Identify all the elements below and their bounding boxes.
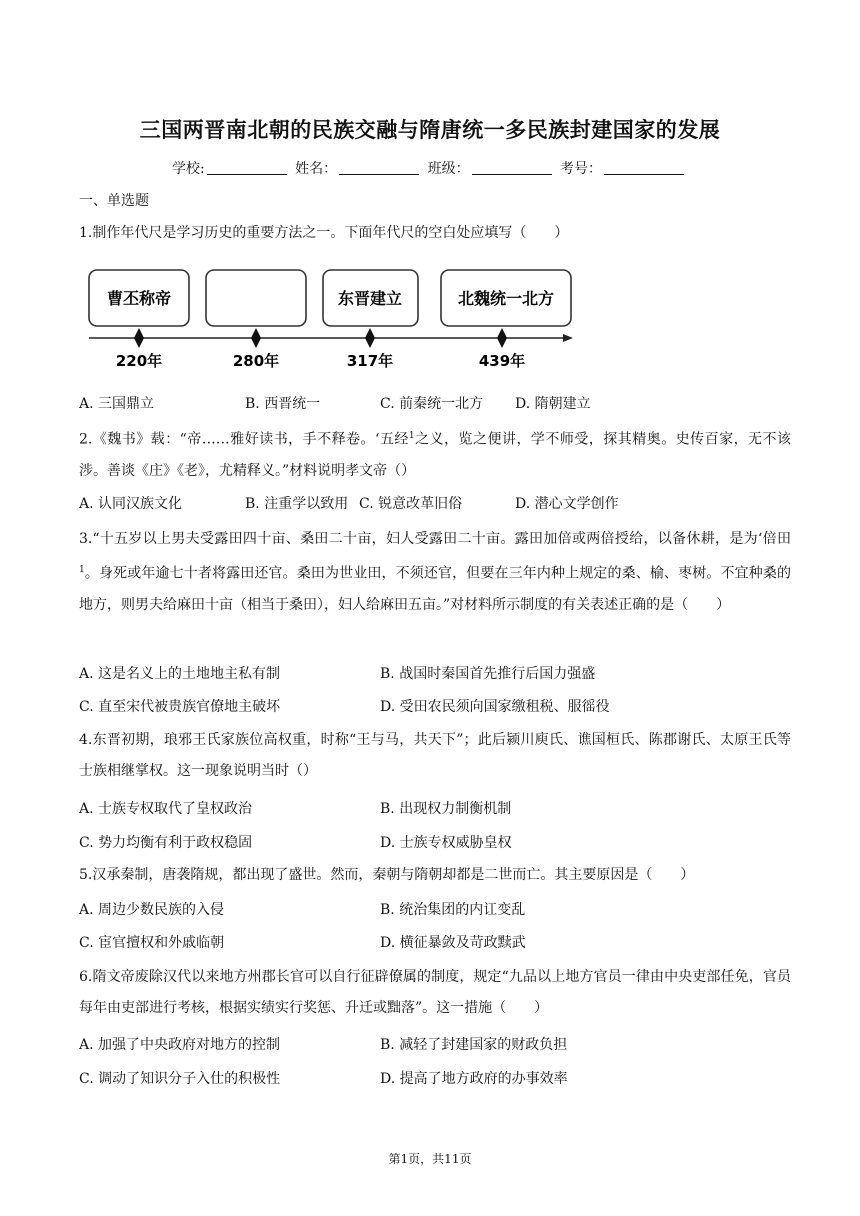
question-6-stem: 6.隋文帝废除汉代以来地方州郡长官可以自行征辟僚属的制度，规定“九品以上地方官员一律由中央吏部任免，官员每年由吏部进行考核，根据实绩实行奖惩、升迁或黜落”。这一措施（ ） <box>79 969 791 1016</box>
timeline-arrow <box>563 334 573 342</box>
exam-number-blank[interactable] <box>604 174 684 175</box>
question-3-option-a[interactable]: A. 这是名义上的土地地主私有制 <box>79 666 281 682</box>
question-4-option-d[interactable]: D. 士族专权威胁皇权 <box>380 835 512 851</box>
question-3-option-b[interactable]: B. 战国时秦国首先推行后国力强盛 <box>380 666 596 682</box>
timeline-marker-1 <box>134 328 144 348</box>
question-2-stem-part-2: 之义，览之便讲，学不师受，探其精奥。史传百家，无不该涉。善谈《庄》《老》，尤精释义。”材料说明孝文帝（） <box>79 431 792 479</box>
question-4-option-c[interactable]: C. 势力均衡有利于政权稳固 <box>79 835 253 851</box>
page-footer: 第1页，共11页 <box>388 1152 472 1166</box>
question-6-option-a[interactable]: A. 加强了中央政府对地方的控制 <box>79 1037 281 1053</box>
question-3-option-d[interactable]: D. 受田农民须向国家缴租税、服徭役 <box>380 699 610 715</box>
name-label: 姓名： <box>295 161 338 177</box>
name-blank[interactable] <box>339 174 419 175</box>
school-label: 学校: <box>171 161 205 177</box>
class-label: 班级： <box>427 161 470 177</box>
exam-number-label: 考号： <box>560 161 603 177</box>
question-1-option-a[interactable]: A. 三国鼎立 <box>79 396 155 412</box>
timeline-box-3-text: 东晋建立 <box>337 289 403 308</box>
question-1-option-c[interactable]: C. 前秦统一北方 <box>380 396 484 412</box>
question-5-stem: 5.汉承秦制，唐袭隋规，都出现了盛世。然而，秦朝与隋朝却都是二世而亡。其主要原因是（ ） <box>79 867 695 883</box>
question-2-option-c[interactable]: C. 锐意改革旧俗 <box>359 496 463 512</box>
question-4-option-b[interactable]: B. 出现权力制衡机制 <box>380 801 512 817</box>
school-blank[interactable] <box>207 174 287 175</box>
footnote-marker: 1 <box>408 431 415 441</box>
question-2-option-d[interactable]: D. 潜心文学创作 <box>515 496 619 512</box>
question-4-option-a[interactable]: A. 士族专权取代了皇权政治 <box>79 801 253 817</box>
class-blank[interactable] <box>472 174 552 175</box>
question-6-option-c[interactable]: C. 调动了知识分子入仕的积极性 <box>79 1071 281 1087</box>
question-2-option-a[interactable]: A. 认同汉族文化 <box>79 496 183 512</box>
timeline-year-3: 317年 <box>346 352 394 370</box>
question-5-option-d[interactable]: D. 横征暴敛及苛政黩武 <box>380 935 526 951</box>
question-3-stem-part-1: 3.“十五岁以上男夫受露田四十亩、桑田二十亩，妇人受露田二十亩。露田加倍或两倍授给，以备休耕，是为‘倍田 <box>79 531 791 547</box>
question-1-option-d[interactable]: D. 隋朝建立 <box>515 396 591 412</box>
timeline-figure <box>79 264 579 374</box>
timeline-year-1: 220年 <box>115 352 163 370</box>
question-3-stem-part-2: 。身死或年逾七十者将露田还官。桑田为世业田，不须还官，但要在三年内种上规定的桑、榆、枣树。不宜种桑的地方，则男夫给麻田十亩（相当于桑田），妇人给麻田五亩。”对材料所示制度的有关表述正确的是（ ） <box>79 565 791 613</box>
question-1-stem: 1.制作年代尺是学习历史的重要方法之一。下面年代尺的空白处应填写（ ） <box>79 225 569 241</box>
section-heading: 一、单选题 <box>79 193 149 209</box>
footnote-marker: 1 <box>79 565 85 575</box>
question-2-stem <box>79 421 791 487</box>
question-5-option-a[interactable]: A. 周边少数民族的入侵 <box>79 902 225 918</box>
question-3-option-c[interactable]: C. 直至宋代被贵族官僚地主破坏 <box>79 699 281 715</box>
question-5-option-c[interactable]: C. 宦官擅权和外戚临朝 <box>79 935 225 951</box>
timeline-marker-4 <box>497 328 507 348</box>
question-4-stem: 4.东晋初期，琅邪王氏家族位高权重，时称“王与马，共天下”；此后颍川庾氏、谯国桓氏、陈郡谢氏、太原王氏等士族相继掌权。这一现象说明当时（） <box>79 732 791 779</box>
question-6-option-b[interactable]: B. 减轻了封建国家的财政负担 <box>380 1037 568 1053</box>
question-2-stem-part-1: 2.《魏书》载：“帝……雅好读书，手不释卷。‘五经 <box>79 431 409 448</box>
student-info-line <box>0 158 860 178</box>
timeline-year-2: 280年 <box>232 352 280 370</box>
question-2-option-b[interactable]: B. 注重学以致用 <box>245 496 349 512</box>
document-title: 三国两晋南北朝的民族交融与隋唐统一多民族封建国家的发展 <box>139 118 721 142</box>
question-5-option-b[interactable]: B. 统治集团的内讧变乱 <box>380 902 526 918</box>
question-1-option-b[interactable]: B. 西晋统一 <box>245 396 321 412</box>
question-6-option-d[interactable]: D. 提高了地方政府的办事效率 <box>380 1071 568 1087</box>
timeline-year-4: 439年 <box>478 352 526 370</box>
timeline-box-1-text: 曹丕称帝 <box>106 289 172 308</box>
timeline-box-2 <box>206 270 306 326</box>
timeline-marker-2 <box>251 328 261 348</box>
timeline-marker-3 <box>365 328 375 348</box>
question-3-stem <box>79 524 791 621</box>
timeline-box-4-text: 北魏统一北方 <box>457 289 555 308</box>
